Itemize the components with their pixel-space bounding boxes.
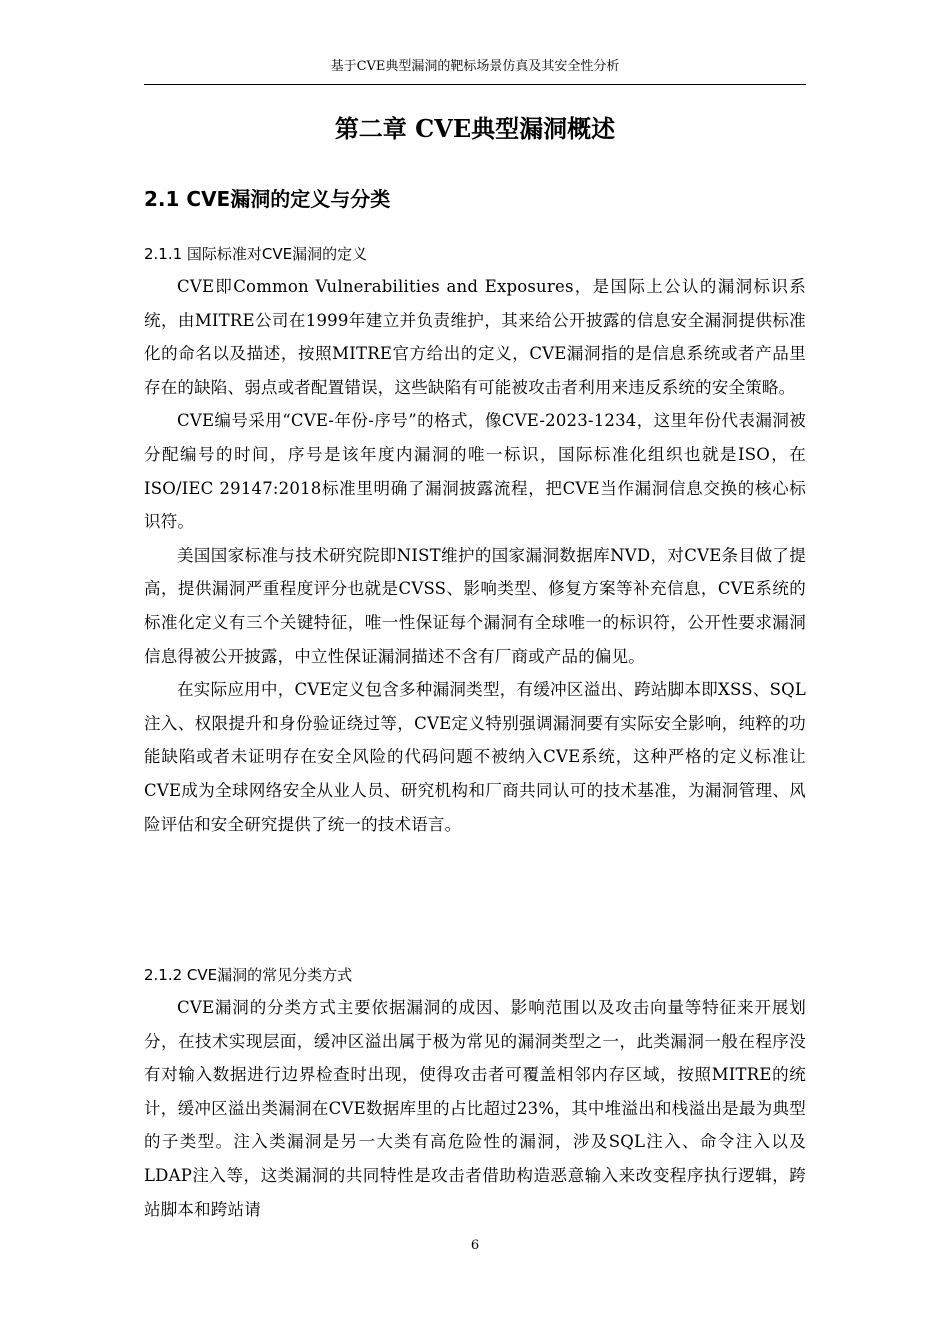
subsection-2-1-1-body (144, 270, 806, 841)
section-heading: 2.1 CVE漏洞的定义与分类 (144, 187, 391, 211)
chapter-title: 第二章 CVE典型漏洞概述 (334, 114, 616, 143)
header-rule (144, 84, 806, 85)
paragraph: CVE编号采用“CVE-年份-序号”的格式，像CVE-2023-1234，这里年份代表漏洞被分配编号的时间，序号是该年度内漏洞的唯一标识，国际标准化组织也就是ISO，在ISO/IEC 29147:2018标准里明确了漏洞披露流程，把CVE当作漏洞信息交换的核心标识符。 (144, 411, 806, 532)
paragraph: CVE漏洞的分类方式主要依据漏洞的成因、影响范围以及攻击向量等特征来开展划分，在技术实现层面，缓冲区溢出属于极为常见的漏洞类型之一，此类漏洞一般在程序没有对输入数据进行边界检查时出现，使得攻击者可覆盖相邻内存区域，按照MITRE的统计，缓冲区溢出类漏洞在CVE数据库里的占比超过23%，其中堆溢出和栈溢出是最为典型的子类型。注入类漏洞是另一大类有高危险性的漏洞，涉及SQL注入、命令注入以及LDAP注入等，这类漏洞的共同特性是攻击者借助构造恶意输入来改变程序执行逻辑，跨站脚本和跨站请 (144, 998, 806, 1219)
subsection-heading-2-1-2: 2.1.2 CVE漏洞的常见分类方式 (144, 966, 353, 984)
running-header: 基于CVE典型漏洞的靶标场景仿真及其安全性分析 (330, 59, 620, 74)
subsection-heading-2-1-1: 2.1.1 国际标准对CVE漏洞的定义 (144, 245, 368, 263)
page-number: 6 (470, 1238, 480, 1253)
subsection-2-1-2-body (144, 991, 806, 1226)
paragraph: CVE即Common Vulnerabilities and Exposures，是国际上公认的漏洞标识系统，由MITRE公司在1999年建立并负责维护，其来给公开披露的信息安全漏洞提供标准化的命名以及描述，按照MITRE官方给出的定义，CVE漏洞指的是信息系统或者产品里存在的缺陷、弱点或者配置错误，这些缺陷有可能被攻击者利用来违反系统的安全策略。 (144, 277, 806, 397)
paragraph: 在实际应用中，CVE定义包含多种漏洞类型，有缓冲区溢出、跨站脚本即XSS、SQL注入、权限提升和身份验证绕过等，CVE定义特别强调漏洞要有实际安全影响，纯粹的功能缺陷或者未证明存在安全风险的代码问题不被纳入CVE系统，这种严格的定义标准让CVE成为全球网络安全从业人员、研究机构和厂商共同认可的技术基准，为漏洞管理、风险评估和安全研究提供了统一的技术语言。 (144, 680, 806, 834)
paragraph: 美国国家标准与技术研究院即NIST维护的国家漏洞数据库NVD，对CVE条目做了提高，提供漏洞严重程度评分也就是CVSS、影响类型、修复方案等补充信息，CVE系统的标准化定义有三个关键特征，唯一性保证每个漏洞有全球唯一的标识符，公开性要求漏洞信息得被公开披露，中立性保证漏洞描述不含有厂商或产品的偏见。 (144, 545, 806, 666)
